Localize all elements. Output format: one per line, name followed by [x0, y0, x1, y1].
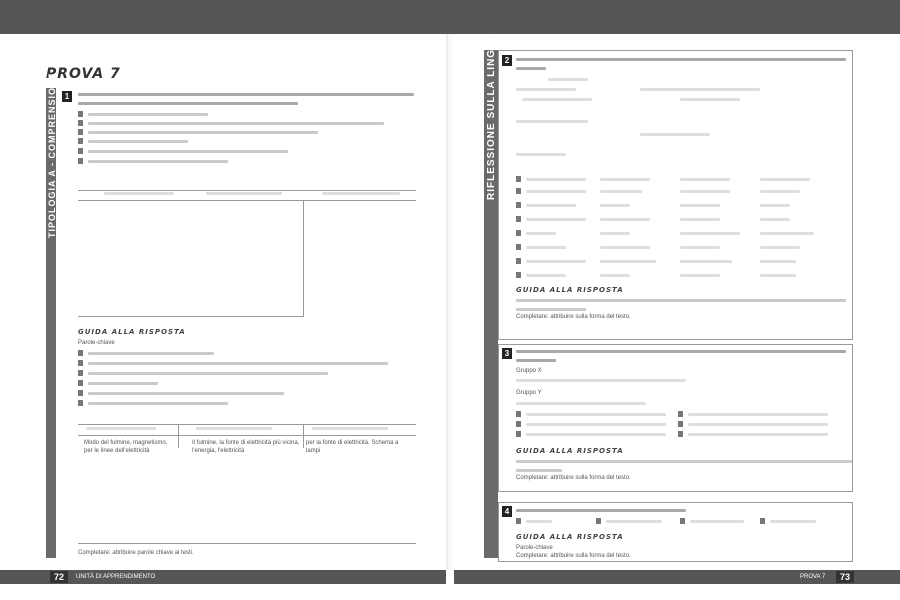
- option-marker[interactable]: [516, 421, 521, 427]
- option-text: [526, 274, 566, 277]
- guide-table-cell: Il fulmine, la fonte di elettricità più vicina, l'energia, l'elettricità: [192, 440, 300, 454]
- text-line: [88, 160, 228, 163]
- group-y-label: Gruppo Y: [516, 390, 542, 396]
- answer-line[interactable]: [526, 433, 666, 436]
- option-text: [600, 204, 630, 207]
- option-text: [600, 260, 656, 263]
- table-header: [206, 192, 282, 195]
- question-number-2: 2: [502, 55, 512, 66]
- text-line: [516, 308, 586, 311]
- table-header: [322, 192, 400, 195]
- guide-table-col-divider: [178, 424, 179, 448]
- side-band-label: RIFLESSIONE SULLA LINGUA: [486, 32, 497, 200]
- text-line: [516, 469, 562, 472]
- option-text: [680, 246, 720, 249]
- text-line: [516, 88, 576, 91]
- text-line: [88, 372, 328, 375]
- guide-text: Completare: attribuire sulla forma del testo.: [516, 553, 631, 559]
- question-number-3: 3: [502, 348, 512, 359]
- text-line: [78, 93, 414, 96]
- bottom-strip: [0, 584, 900, 600]
- text-line: [516, 299, 846, 302]
- footer-text-right: PROVA 7: [800, 574, 826, 580]
- guide-heading: GUIDA ALLA RISPOSTA: [78, 328, 186, 336]
- option-text: [760, 190, 800, 193]
- bullet-marker: [78, 400, 83, 406]
- text-line: [640, 88, 760, 91]
- guide-heading: GUIDA ALLA RISPOSTA: [516, 447, 624, 455]
- option-text: [680, 178, 730, 181]
- guide-table-top-rule: [78, 424, 416, 425]
- bullet-marker: [78, 380, 83, 386]
- option-text: [760, 232, 814, 235]
- guide-table-cell: Modo del fulmine, magnetismo, per le linee dell'elettricità: [84, 440, 168, 454]
- text-line: [516, 402, 646, 405]
- option-text: [526, 260, 586, 263]
- footer-text-left: UNITÀ DI APPRENDIMENTO: [76, 574, 156, 580]
- option-marker[interactable]: [516, 411, 521, 417]
- guide-text: Completare: attribuire sulla forma del testo.: [516, 314, 631, 320]
- answer-line[interactable]: [688, 433, 828, 436]
- option-marker[interactable]: [516, 188, 521, 194]
- page-title: PROVA 7: [46, 66, 121, 82]
- page-number-right: 73: [836, 571, 854, 583]
- footer-bar-right: [454, 570, 900, 584]
- text-line: [516, 379, 686, 382]
- text-line: [88, 362, 388, 365]
- option-text: [600, 178, 650, 181]
- guide-table-header-rule: [78, 435, 416, 436]
- side-band-left: [46, 72, 57, 558]
- option-marker[interactable]: [516, 176, 521, 182]
- option-text: [760, 246, 800, 249]
- guide-heading: GUIDA ALLA RISPOSTA: [516, 286, 624, 294]
- answer-line[interactable]: [526, 413, 666, 416]
- guide-subheading: Parole-chiave: [516, 545, 553, 551]
- bullet-marker: [78, 148, 83, 154]
- option-text: [680, 232, 740, 235]
- page-number-left: 72: [50, 571, 68, 583]
- option-text: [600, 218, 650, 221]
- text-line: [78, 102, 298, 105]
- option-marker[interactable]: [678, 431, 683, 437]
- option-marker[interactable]: [516, 258, 521, 264]
- bullet-marker: [78, 360, 83, 366]
- option-text: [680, 218, 720, 221]
- question-number-4: 4: [502, 506, 512, 517]
- text-line: [516, 509, 686, 512]
- option-text: [760, 260, 796, 263]
- text-line: [88, 402, 228, 405]
- option-text: [526, 246, 566, 249]
- text-line: [516, 153, 566, 156]
- bullet-marker: [78, 390, 83, 396]
- guide-table-header: [196, 427, 272, 430]
- option-text: [526, 520, 552, 523]
- group-x-label: Gruppo X: [516, 368, 542, 374]
- bullet-marker: [78, 370, 83, 376]
- text-line: [88, 352, 214, 355]
- option-text: [680, 204, 720, 207]
- text-line: [88, 382, 158, 385]
- guide-table-bottom-rule: [78, 543, 416, 544]
- bullet-marker: [78, 350, 83, 356]
- text-line: [88, 122, 384, 125]
- option-text: [760, 218, 790, 221]
- guide-table-col-divider: [303, 424, 304, 448]
- option-text: [770, 520, 816, 523]
- top-toolbar: [0, 0, 900, 34]
- option-text: [760, 274, 796, 277]
- option-text: [680, 274, 720, 277]
- option-marker[interactable]: [680, 518, 685, 524]
- answer-line[interactable]: [526, 423, 666, 426]
- bottom-note: Completare: attribuire parole chiave ai testi.: [78, 550, 194, 556]
- option-marker[interactable]: [516, 244, 521, 250]
- text-line: [88, 113, 208, 116]
- text-line: [680, 98, 740, 101]
- option-text: [526, 178, 586, 181]
- text-line: [88, 150, 288, 153]
- text-line: [548, 78, 588, 81]
- text-line: [516, 460, 852, 463]
- option-text: [526, 218, 586, 221]
- table-top-rule: [78, 190, 416, 191]
- text-line: [516, 359, 556, 362]
- option-marker[interactable]: [678, 411, 683, 417]
- text-line: [516, 67, 546, 70]
- option-text: [690, 520, 744, 523]
- option-text: [526, 232, 556, 235]
- option-text: [680, 190, 730, 193]
- option-text: [526, 204, 576, 207]
- table-col-divider: [303, 200, 304, 316]
- bullet-marker: [78, 129, 83, 135]
- table-header: [104, 192, 174, 195]
- table-header-rule: [78, 200, 416, 201]
- text-line: [516, 120, 588, 123]
- bullet-marker: [78, 158, 83, 164]
- answer-line[interactable]: [688, 423, 828, 426]
- option-text: [760, 178, 810, 181]
- bullet-marker: [78, 120, 83, 126]
- left-page: [0, 34, 448, 570]
- text-line: [516, 350, 846, 353]
- option-text: [760, 204, 790, 207]
- option-marker[interactable]: [516, 272, 521, 278]
- question-2-box: [498, 50, 853, 340]
- guide-text: Completare: attribuire sulla forma del testo.: [516, 475, 631, 481]
- guide-subheading: Parole-chiave: [78, 340, 115, 346]
- text-line: [522, 98, 592, 101]
- answer-line[interactable]: [688, 413, 828, 416]
- option-text: [680, 260, 732, 263]
- option-marker[interactable]: [516, 431, 521, 437]
- text-line: [88, 140, 188, 143]
- guide-table-header: [312, 427, 388, 430]
- side-band-right: [484, 32, 498, 558]
- option-text: [600, 246, 650, 249]
- option-text: [606, 520, 662, 523]
- guide-heading: GUIDA ALLA RISPOSTA: [516, 533, 624, 541]
- option-text: [600, 190, 642, 193]
- option-marker[interactable]: [516, 216, 521, 222]
- text-line: [88, 131, 318, 134]
- option-marker[interactable]: [596, 518, 601, 524]
- option-marker[interactable]: [760, 518, 765, 524]
- option-text: [600, 232, 630, 235]
- side-band-label: TIPOLOGIA A - COMPRENSIONE: [47, 72, 57, 238]
- option-marker[interactable]: [516, 518, 521, 524]
- guide-table-cell: per la fonte di elettricità. Schema a lampi: [306, 440, 399, 454]
- text-line: [516, 58, 846, 61]
- text-line: [640, 133, 710, 136]
- option-text: [526, 190, 586, 193]
- option-marker[interactable]: [678, 421, 683, 427]
- guide-table-header: [86, 427, 156, 430]
- option-marker[interactable]: [516, 230, 521, 236]
- bullet-marker: [78, 111, 83, 117]
- question-number-1: 1: [62, 91, 72, 102]
- option-text: [600, 274, 630, 277]
- bullet-marker: [78, 138, 83, 144]
- option-marker[interactable]: [516, 202, 521, 208]
- table-bottom-rule: [78, 316, 304, 317]
- text-line: [88, 392, 284, 395]
